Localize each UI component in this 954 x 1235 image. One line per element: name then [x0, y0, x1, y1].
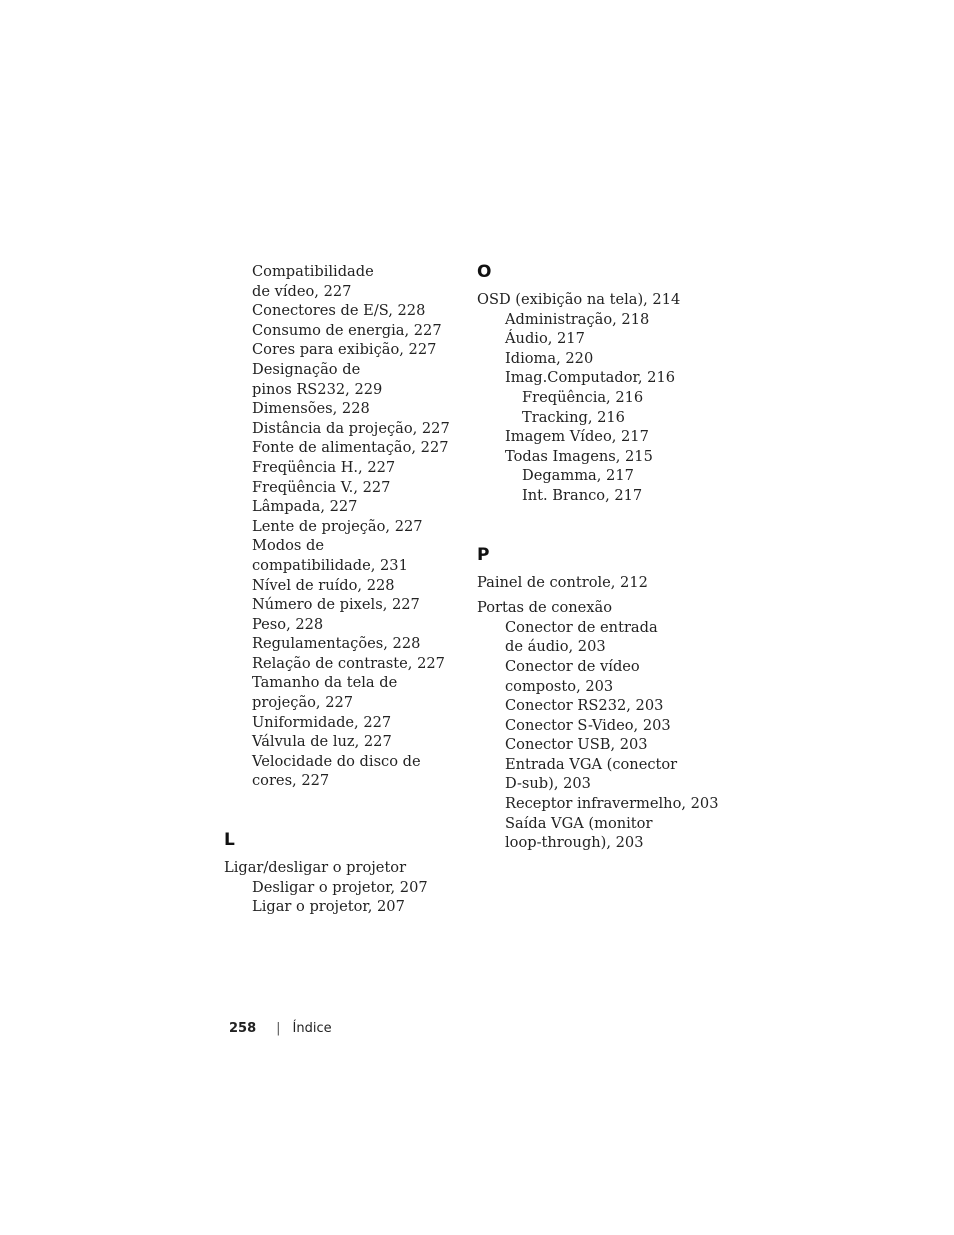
index-entry-line: Tracking, 216	[522, 408, 625, 426]
index-entry-line: projeção, 227	[252, 694, 354, 712]
index-entry-line: Tamanho da tela de	[252, 674, 398, 692]
index-entry-main	[477, 573, 717, 593]
index-entry-line: Conector RS232, 203	[505, 697, 664, 715]
index-entry-sub	[477, 310, 717, 330]
index-entry-line: Regulamentações, 228	[252, 635, 421, 653]
index-entry-line: de vídeo, 227	[252, 282, 352, 300]
index-letter-heading: P	[477, 544, 490, 565]
index-entry-subsub	[477, 466, 717, 486]
index-entry-line: Ligar o projetor, 207	[252, 898, 405, 916]
index-entry-line: cores, 227	[252, 772, 330, 790]
index-entry-sub	[224, 878, 459, 898]
index-entry-line: Imagem Vídeo, 217	[505, 428, 649, 446]
index-entry-line: Relação de contraste, 227	[252, 654, 445, 672]
index-entry-main	[477, 290, 717, 310]
index-entry-line: Receptor infravermelho, 203	[505, 795, 719, 813]
index-entry-line: loop-through), 203	[505, 834, 644, 852]
index-entry-sub	[224, 713, 459, 733]
index-entry-line: Conector de entrada	[505, 618, 658, 636]
index-entry-sub	[224, 897, 459, 917]
index-entry-line: Lâmpada, 227	[252, 498, 358, 516]
index-entry-sub	[224, 752, 459, 791]
index-entry-line: pinos RS232, 229	[252, 380, 383, 398]
index-entry-line: Int. Branco, 217	[522, 486, 643, 504]
footer-separator: |	[276, 1021, 281, 1036]
index-entry-line: Dimensões, 228	[252, 400, 370, 418]
index-entry-line: Áudio, 217	[505, 330, 585, 348]
index-entry-line: Cores para exibição, 227	[252, 341, 437, 359]
index-entry-line: Imag.Computador, 216	[505, 369, 676, 387]
index-entry-main	[224, 858, 459, 878]
index-entry-sub	[477, 368, 717, 388]
index-entry-line: Modos de	[252, 537, 324, 555]
index-entry-line: compatibilidade, 231	[252, 556, 408, 574]
index-entry-line: Consumo de energia, 227	[252, 321, 442, 339]
index-entry-line: Velocidade do disco de	[252, 752, 421, 770]
index-entry-line: Todas Imagens, 215	[505, 447, 653, 465]
index-entry-sub	[224, 301, 459, 321]
index-entry-line: D-sub), 203	[505, 775, 591, 793]
index-entry-sub	[477, 447, 717, 467]
index-entry-sub	[224, 340, 459, 360]
index-letter-heading: L	[224, 830, 235, 851]
index-letter-heading: O	[477, 262, 492, 282]
index-entry-sub	[224, 262, 459, 301]
index-entry-line: Conector de vídeo	[505, 657, 640, 675]
index-entry-line: Conectores de E/S, 228	[252, 302, 426, 320]
index-entry-sub	[224, 478, 459, 498]
heading-spacer	[477, 282, 717, 290]
index-entry-line: Idioma, 220	[505, 349, 594, 367]
index-entry-line: Degamma, 217	[522, 467, 634, 485]
index-entry-line: Freqüência H., 227	[252, 458, 396, 476]
index-entry-sub	[224, 497, 459, 517]
section-gap	[224, 791, 459, 830]
index-entry-line: composto, 203	[505, 677, 614, 695]
index-entry-line: Ligar/desligar o projetor	[224, 859, 407, 877]
footer-section-title: Índice	[292, 1021, 332, 1036]
heading-spacer	[477, 565, 717, 573]
index-entry-line: Desligar o projetor, 207	[252, 878, 428, 896]
index-entry-sub	[224, 360, 459, 399]
index-entry-sub	[477, 794, 717, 814]
index-entry-sub	[224, 732, 459, 752]
index-entry-line: Saída VGA (monitor	[505, 814, 653, 832]
index-entry-line: Painel de controle, 212	[477, 573, 648, 591]
index-entry-sub	[224, 536, 459, 575]
index-entry-sub	[224, 576, 459, 596]
index-entry-sub	[477, 696, 717, 716]
index-entry-line: Lente de projeção, 227	[252, 517, 423, 535]
index-entry-sub	[477, 618, 717, 657]
index-entry-sub	[224, 438, 459, 458]
index-entry-line: Conector USB, 203	[505, 736, 648, 754]
index-entry-line: Distância da projeção, 227	[252, 419, 450, 437]
index-entry-sub	[224, 458, 459, 478]
index-entry-line: de áudio, 203	[505, 638, 606, 656]
section-gap	[477, 506, 717, 545]
index-entry-line: Entrada VGA (conector	[505, 755, 678, 773]
index-entry-sub	[477, 716, 717, 736]
index-entry-main	[477, 598, 717, 618]
index-entry-line: Compatibilidade	[252, 263, 374, 280]
index-entry-sub	[477, 814, 717, 853]
index-entry-sub	[224, 419, 459, 439]
index-entry-sub	[224, 615, 459, 635]
index-entry-line: Uniformidade, 227	[252, 713, 392, 731]
index-column-left	[224, 262, 459, 917]
index-entry-sub	[477, 657, 717, 696]
index-entry-line: Número de pixels, 227	[252, 596, 420, 614]
index-entry-line: OSD (exibição na tela), 214	[477, 291, 681, 308]
index-entry-line: Fonte de alimentação, 227	[252, 439, 449, 457]
index-entry-subsub	[477, 408, 717, 428]
index-entry-sub	[477, 755, 717, 794]
page-number: 258	[229, 1021, 257, 1036]
index-entry-subsub	[477, 486, 717, 506]
index-entry-sub	[224, 517, 459, 537]
index-entry-sub	[224, 595, 459, 615]
page-footer	[229, 1020, 332, 1038]
index-entry-line: Freqüência, 216	[522, 388, 644, 406]
index-column-right	[477, 262, 717, 853]
index-entry-sub	[477, 735, 717, 755]
index-entry-line: Válvula de luz, 227	[252, 733, 392, 751]
index-entry-line: Portas de conexão	[477, 599, 613, 617]
index-entry-sub	[224, 654, 459, 674]
index-entry-sub	[224, 321, 459, 341]
index-entry-subsub	[477, 388, 717, 408]
index-entry-line: Peso, 228	[252, 615, 324, 633]
heading-spacer	[224, 850, 459, 858]
index-entry-line: Designação de	[252, 360, 361, 378]
index-entry-line: Nível de ruído, 228	[252, 576, 395, 594]
index-entry-sub	[224, 399, 459, 419]
index-entry-sub	[477, 349, 717, 369]
index-entry-line: Conector S-Video, 203	[505, 716, 671, 734]
index-entry-sub	[224, 673, 459, 712]
index-entry-sub	[224, 634, 459, 654]
index-entry-line: Administração, 218	[505, 310, 650, 328]
index-entry-line: Freqüência V., 227	[252, 478, 391, 496]
index-entry-sub	[477, 329, 717, 349]
index-entry-sub	[477, 427, 717, 447]
